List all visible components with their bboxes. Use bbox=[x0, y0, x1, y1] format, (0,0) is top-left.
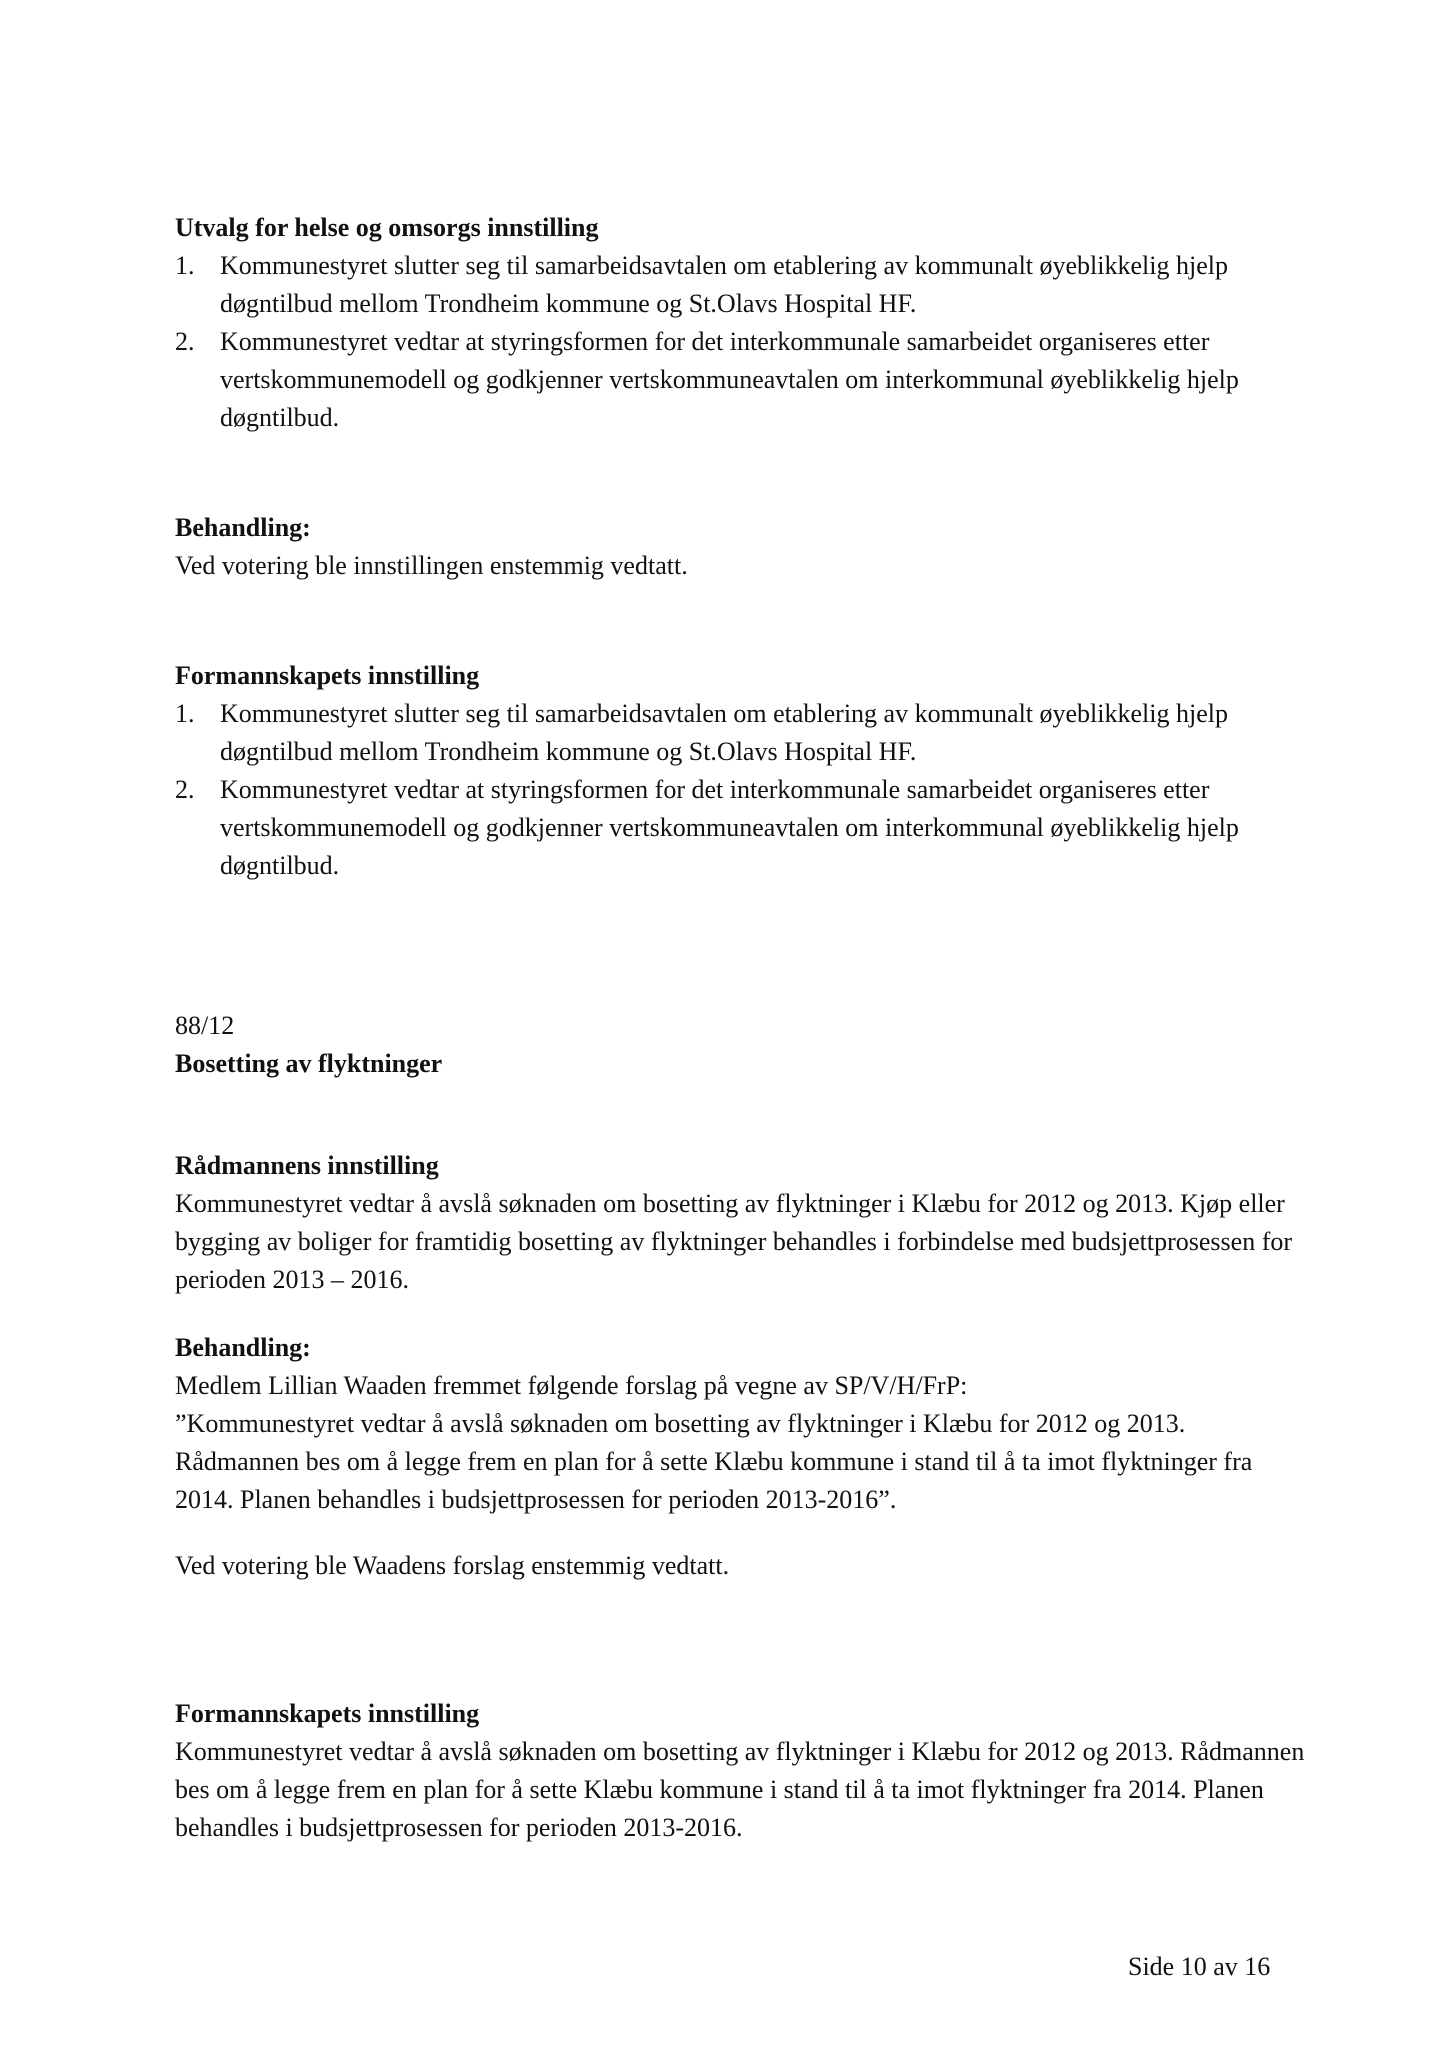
spacer bbox=[175, 885, 1315, 1007]
section-heading: Utvalg for helse og omsorgs innstilling bbox=[175, 213, 599, 242]
helse-omsorg-recommendation bbox=[175, 209, 1315, 437]
document-page bbox=[175, 209, 1315, 1847]
section-heading: Rådmannens innstilling bbox=[175, 1151, 439, 1180]
list-item-text: Kommunestyret slutter seg til samarbeidsavtalen om etablering av kommunalt øyeblikkelig hjelp døgntilbud mellom Trondheim kommune og St.Olavs Hospital HF. bbox=[220, 699, 1228, 766]
spacer bbox=[175, 1519, 1315, 1547]
list-item bbox=[175, 771, 1315, 885]
spacer bbox=[175, 585, 1315, 657]
behandling-section bbox=[175, 509, 1315, 585]
list-item-text: Kommunestyret slutter seg til samarbeidsavtalen om etablering av kommunalt øyeblikkelig hjelp døgntilbud mellom Trondheim kommune og St.Olavs Hospital HF. bbox=[220, 251, 1228, 318]
section-heading: Formannskapets innstilling bbox=[175, 1699, 480, 1728]
list-item bbox=[175, 247, 1315, 323]
list-item bbox=[175, 695, 1315, 771]
numbered-list bbox=[175, 695, 1315, 885]
section-heading: Behandling: bbox=[175, 1333, 311, 1362]
section-text: Kommunestyret vedtar å avslå søknaden om bosetting av flyktninger i Klæbu for 2012 og 2013. Rådmannen bes om å legge frem en plan for å sette Klæbu kommune i stand til å ta imot flyktninger fra 2014. Planen behandles i budsjettprosessen for perioden 2013-2016. bbox=[175, 1737, 1305, 1842]
section-text: Kommunestyret vedtar å avslå søknaden om bosetting av flyktninger i Klæbu for 2012 og 2013. Kjøp eller bygging av boliger for framtidig bosetting av flyktninger behandles i forbindelse med budsjettprosessen for perioden 2013 – 2016. bbox=[175, 1189, 1293, 1294]
vote-result: Ved votering ble Waadens forslag enstemmig vedtatt. bbox=[175, 1551, 730, 1580]
numbered-list bbox=[175, 247, 1315, 437]
case-header bbox=[175, 1007, 1315, 1083]
page-number: Side 10 av 16 bbox=[1128, 1952, 1271, 1981]
radmann-recommendation bbox=[175, 1147, 1315, 1299]
case-title: Bosetting av flyktninger bbox=[175, 1049, 443, 1078]
behandling-section bbox=[175, 1329, 1315, 1585]
proposal-text: ”Kommunestyret vedtar å avslå søknaden om bosetting av flyktninger i Klæbu for 2012 og 2013. Rådmannen bes om å legge frem en plan for å sette Klæbu kommune i stand til å ta imot flyktninger fra 2014. Planen behandles i budsjettprosessen for perioden 2013-2016”. bbox=[175, 1409, 1253, 1514]
spacer bbox=[175, 1585, 1315, 1695]
case-number: 88/12 bbox=[175, 1011, 235, 1040]
list-number: 1. bbox=[175, 251, 195, 280]
formannskap-recommendation bbox=[175, 1695, 1315, 1847]
list-number: 2. bbox=[175, 775, 195, 804]
spacer bbox=[175, 1083, 1315, 1147]
section-heading: Behandling: bbox=[175, 513, 311, 542]
proposal-intro: Medlem Lillian Waaden fremmet følgende forslag på vegne av SP/V/H/FrP: bbox=[175, 1371, 968, 1400]
list-item-text: Kommunestyret vedtar at styringsformen for det interkommunale samarbeidet organiseres etter vertskommunemodell og godkjenner vertskommuneavtalen om interkommunal øyeblikkelig hjelp døgntilbud. bbox=[220, 327, 1239, 432]
list-number: 1. bbox=[175, 699, 195, 728]
spacer bbox=[175, 437, 1315, 509]
formannskap-recommendation bbox=[175, 657, 1315, 885]
list-number: 2. bbox=[175, 327, 195, 356]
list-item bbox=[175, 323, 1315, 437]
section-text: Ved votering ble innstillingen enstemmig vedtatt. bbox=[175, 551, 688, 580]
spacer bbox=[175, 1299, 1315, 1329]
section-heading: Formannskapets innstilling bbox=[175, 661, 480, 690]
list-item-text: Kommunestyret vedtar at styringsformen for det interkommunale samarbeidet organiseres etter vertskommunemodell og godkjenner vertskommuneavtalen om interkommunal øyeblikkelig hjelp døgntilbud. bbox=[220, 775, 1239, 880]
